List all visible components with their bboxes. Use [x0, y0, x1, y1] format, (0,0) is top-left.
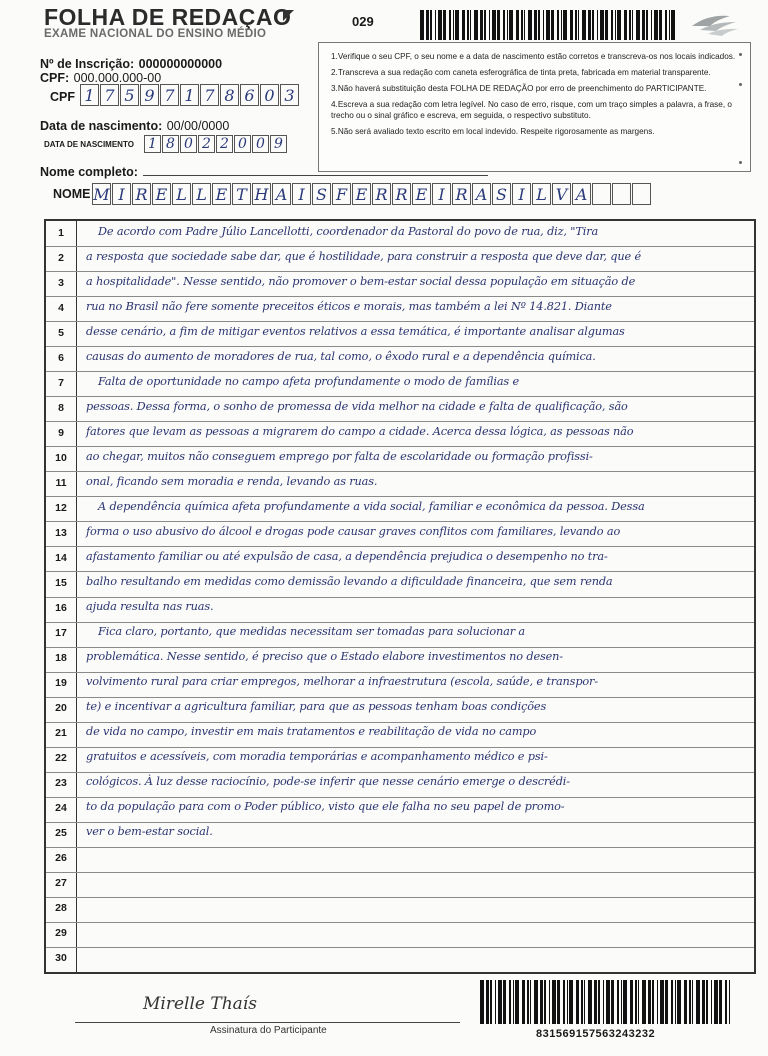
- essay-line: De acordo com Padre Júlio Lancellotti, coordenador da Pastoral do povo de rua, diz, "Tira: [98, 224, 599, 238]
- essay-line: balho resultando em medidas como demissão levando a dificuldade financeira, que sem renda: [86, 574, 613, 588]
- barcode-bar: [490, 980, 492, 1024]
- signature-line: [75, 1022, 460, 1023]
- barcode-bar: [467, 10, 469, 40]
- birth-box-label: DATA DE NASCIMENTO: [44, 140, 134, 149]
- essay-line: Falta de oportunidade no campo afeta profundamente o modo de famílias e: [98, 374, 520, 388]
- enem-logo-icon: [690, 12, 740, 38]
- line-number: 2: [58, 251, 64, 264]
- barcode-bar: [648, 980, 651, 1024]
- barcode-bar: [521, 10, 523, 40]
- barcode-bar: [638, 980, 639, 1024]
- barcode-bar: [600, 10, 604, 40]
- barcode-bar: [497, 10, 500, 40]
- barcode-bar: [557, 10, 559, 40]
- barcode-bar: [692, 980, 693, 1024]
- inscricao-label: Nº de Inscrição:: [40, 57, 135, 71]
- barcode-bar: [474, 10, 478, 40]
- line-number: 11: [55, 476, 67, 489]
- line-number: 29: [55, 927, 67, 940]
- barcode-bar: [588, 980, 592, 1024]
- birth-digit-boxes[interactable]: [144, 135, 288, 153]
- barcode-bar: [611, 980, 614, 1024]
- ruled-line: [46, 722, 754, 723]
- line-number: 18: [55, 652, 67, 665]
- line-number: 20: [55, 702, 67, 715]
- name-letter-box[interactable]: L: [192, 183, 211, 205]
- birth-digit-box[interactable]: 2: [198, 135, 215, 153]
- barcode-bar: [420, 10, 424, 40]
- ruled-line: [46, 521, 754, 522]
- page-number: 029: [352, 14, 374, 29]
- barcode-bar: [438, 10, 442, 40]
- essay-line: te) e incentivar a agricultura familiar, para que as pessoas tenham boas condições: [86, 700, 547, 714]
- line-number: 30: [55, 952, 67, 965]
- barcode-bar: [480, 980, 484, 1024]
- line-number: 9: [58, 426, 64, 439]
- name-letter-box[interactable]: [612, 183, 631, 205]
- ruled-line: [46, 647, 754, 648]
- barcode-bar: [455, 10, 459, 40]
- barcode-bar: [684, 980, 687, 1024]
- birth-digit-box[interactable]: 2: [216, 135, 233, 153]
- ruled-line: [46, 446, 754, 447]
- barcode-bar: [507, 10, 508, 40]
- barcode-bar: [646, 10, 648, 40]
- barcode-bar: [503, 10, 505, 40]
- essay-line: ver o bem-estar social.: [86, 825, 213, 839]
- ruled-line: [46, 271, 754, 272]
- corner-dot-icon: [739, 161, 742, 164]
- barcode-bar: [630, 980, 633, 1024]
- essay-line: to da população para com o Poder público, visto que ele falha no seu papel de promo-: [86, 800, 565, 814]
- barcode-bar: [654, 10, 658, 40]
- ruled-line: [46, 772, 754, 773]
- line-number: 25: [55, 827, 67, 840]
- barcode-bar: [549, 980, 550, 1024]
- barcode-bar: [696, 980, 700, 1024]
- essay-line: pessoas. Dessa forma, o sonho de promessa de vida melhor na cidade e falta de qualificação, são: [86, 399, 628, 413]
- cpf-digit-box[interactable]: 7: [100, 84, 119, 106]
- barcode-bar: [669, 10, 670, 40]
- name-letter-box[interactable]: I: [512, 183, 531, 205]
- cpf-digit-box[interactable]: 8: [220, 84, 239, 106]
- form-subtitle: EXAME NACIONAL DO ENSINO MÉDIO: [44, 28, 267, 40]
- ruled-line: [46, 797, 754, 798]
- birth-digit-box[interactable]: 0: [252, 135, 269, 153]
- barcode-bar: [443, 10, 446, 40]
- barcode-bar: [503, 980, 506, 1024]
- barcode-bar: [522, 980, 525, 1024]
- line-number: 13: [55, 526, 67, 539]
- barcode-bar: [711, 980, 712, 1024]
- barcode-bar: [515, 980, 519, 1024]
- barcode-bar: [552, 980, 556, 1024]
- instructions-box: [318, 42, 751, 172]
- ruled-line: [46, 396, 754, 397]
- barcode-bar: [629, 10, 631, 40]
- name-letter-box[interactable]: H: [252, 183, 271, 205]
- corner-arrow-icon: [283, 10, 294, 21]
- barcode-bar: [606, 980, 610, 1024]
- barcode-bar: [498, 980, 502, 1024]
- barcode-bar: [642, 10, 645, 40]
- birth-label: Data de nascimento:: [40, 119, 163, 133]
- barcode-bar: [636, 10, 640, 40]
- essay-line: rua no Brasil não fere somente preceitos éticos e morais, mas também a lei Nº 14.821. Diante: [86, 299, 612, 313]
- barcode-bar: [426, 10, 429, 40]
- barcode-bar: [528, 10, 532, 40]
- barcode-bar: [642, 980, 646, 1024]
- ruled-line: [46, 622, 754, 623]
- name-box-label: NOME: [53, 187, 91, 201]
- line-number: 3: [58, 276, 64, 289]
- barcode-bar: [624, 10, 627, 40]
- essay-line: a hospitalidade". Nesse sentido, não promover o bem-estar social dessa população em situação de: [86, 274, 636, 288]
- name-letter-box[interactable]: F: [332, 183, 351, 205]
- ruled-line: [46, 697, 754, 698]
- barcode-bar: [575, 10, 577, 40]
- barcode-bar: [584, 980, 585, 1024]
- line-number: 6: [58, 351, 64, 364]
- instruction-item: 5.Não será avaliado texto escrito em local indevido. Respeite rigorosamente as margens.: [331, 127, 655, 136]
- barcode-bar: [689, 980, 691, 1024]
- cpf-digit-box[interactable]: 6: [240, 84, 259, 106]
- barcode-bar: [635, 980, 637, 1024]
- barcode-bar: [623, 980, 627, 1024]
- barcode-bar: [592, 10, 594, 40]
- ruled-line: [46, 822, 754, 823]
- barcode-bar: [582, 10, 586, 40]
- ruled-line: [46, 847, 754, 848]
- name-letter-box[interactable]: L: [172, 183, 191, 205]
- instruction-item: 3.Não haverá substituição desta FOLHA DE REDAÇÃO por erro de preenchimento do PARTICIPANTE.: [331, 84, 707, 93]
- name-letter-box[interactable]: S: [312, 183, 331, 205]
- barcode-bar: [725, 980, 727, 1024]
- barcode-bar: [615, 10, 616, 40]
- barcode-bar: [462, 10, 465, 40]
- inscricao-value: 000000000000: [138, 57, 223, 71]
- line-number: 16: [55, 602, 67, 615]
- barcode-bar: [671, 980, 673, 1024]
- cpf-digit-box[interactable]: 9: [140, 84, 159, 106]
- barcode-bar: [557, 980, 560, 1024]
- ruled-line: [46, 947, 754, 948]
- essay-line: onal, ficando sem moradia e renda, levando as ruas.: [86, 474, 378, 488]
- name-underline: [143, 175, 488, 176]
- name-letter-boxes[interactable]: [92, 183, 652, 205]
- barcode-bar: [677, 980, 681, 1024]
- cpf-digit-box[interactable]: 1: [180, 84, 199, 106]
- essay-line: fatores que levam as pessoas a migrarem do campo a cidade. Acerca dessa lógica, as pessoas não: [86, 424, 634, 438]
- line-number: 15: [55, 576, 67, 589]
- barcode-bar: [563, 10, 567, 40]
- barcode-bar: [524, 10, 525, 40]
- ruled-line: [46, 296, 754, 297]
- form-title: FOLHA DE REDAÇAO: [44, 4, 292, 30]
- barcode-bar: [516, 10, 519, 40]
- name-letter-box[interactable]: R: [392, 183, 411, 205]
- line-number: 19: [55, 677, 67, 690]
- barcode-bar: [534, 10, 537, 40]
- cpf-digit-box[interactable]: 5: [120, 84, 139, 106]
- name-letter-box[interactable]: [632, 183, 651, 205]
- cpf-label: CPF:: [40, 71, 70, 85]
- barcode-bar: [480, 10, 483, 40]
- essay-line: problemática. Nesse sentido, é preciso que o Estado elabore investimentos no desen-: [86, 650, 563, 664]
- name-letter-box[interactable]: I: [292, 183, 311, 205]
- barcode-bar: [540, 980, 543, 1024]
- cpf-value: 000.000.000-00: [73, 71, 162, 85]
- barcode-bar: [509, 980, 511, 1024]
- ruled-line: [46, 897, 754, 898]
- line-number: 24: [55, 802, 67, 815]
- line-number: 22: [55, 752, 67, 765]
- barcode-bar: [578, 10, 579, 40]
- barcode-bar: [617, 980, 619, 1024]
- barcode-bar: [675, 980, 676, 1024]
- name-letter-box[interactable]: R: [452, 183, 471, 205]
- name-letter-box[interactable]: E: [412, 183, 431, 205]
- barcode-bar: [605, 10, 608, 40]
- instruction-item: 1.Verifique o seu CPF, o seu nome e a data de nascimento estão corretos e transcreva-os nos locais indicados.: [331, 52, 736, 61]
- barcode-bar: [538, 10, 540, 40]
- line-number: 10: [55, 451, 67, 464]
- name-letter-box[interactable]: S: [492, 183, 511, 205]
- barcode-bar: [598, 980, 600, 1024]
- barcode-bar: [453, 10, 454, 40]
- barcode-bar: [714, 980, 718, 1024]
- ruled-line: [46, 872, 754, 873]
- top-barcode: [420, 10, 678, 40]
- ruled-line: [46, 371, 754, 372]
- barcode-bar: [588, 10, 591, 40]
- essay-line: desse cenário, a fim de mitigar eventos relativos a essa temática, é importante analisar algumas: [86, 324, 625, 338]
- barcode-bar: [706, 980, 708, 1024]
- birth-value: 00/00/0000: [166, 119, 230, 133]
- birth-digit-box[interactable]: 0: [234, 135, 251, 153]
- ruled-line: [46, 321, 754, 322]
- line-number: 27: [55, 877, 67, 890]
- essay-line: gratuitos e acessíveis, com moradia temporárias e acompanhamento médico e psi-: [86, 750, 548, 764]
- ruled-line: [46, 471, 754, 472]
- name-letter-box[interactable]: R: [132, 183, 151, 205]
- line-number: 7: [58, 376, 64, 389]
- birth-digit-box[interactable]: 8: [162, 135, 179, 153]
- barcode-bar: [486, 980, 489, 1024]
- essay-line: de vida no campo, investir em mais tratamentos e reabilitação de vida no campo: [86, 725, 537, 739]
- ruled-line: [46, 246, 754, 247]
- barcode-bar: [657, 980, 658, 1024]
- line-number: 1: [58, 226, 64, 239]
- barcode-bar: [544, 980, 546, 1024]
- barcode-bar: [665, 980, 668, 1024]
- barcode-bar: [597, 10, 598, 40]
- line-number: 5: [58, 326, 64, 339]
- barcode-bar: [489, 10, 490, 40]
- ruled-line: [46, 672, 754, 673]
- barcode-bar: [561, 10, 562, 40]
- barcode-bar: [513, 980, 514, 1024]
- name-letter-box[interactable]: [592, 183, 611, 205]
- name-letter-box[interactable]: T: [232, 183, 251, 205]
- line-number: 8: [58, 401, 64, 414]
- barcode-bar: [659, 10, 662, 40]
- barcode-bar: [527, 980, 529, 1024]
- name-label: Nome completo:: [40, 165, 138, 179]
- line-number: 28: [55, 902, 67, 915]
- essay-area[interactable]: [44, 219, 756, 974]
- essay-line: causas do aumento de moradores de rua, tal como, o êxodo rural e a dependência química.: [86, 349, 596, 363]
- name-letter-box[interactable]: M: [93, 185, 110, 204]
- ruled-line: [46, 496, 754, 497]
- essay-line: a resposta que sociedade sabe dar, que é hostilidade, para construir a resposta que deve dar, que é: [86, 249, 642, 263]
- barcode-bar: [621, 980, 622, 1024]
- barcode-bar: [594, 980, 597, 1024]
- ruled-line: [46, 597, 754, 598]
- barcode-bar: [581, 980, 583, 1024]
- barcode-bar: [729, 980, 730, 1024]
- name-letter-box[interactable]: V: [552, 183, 571, 205]
- name-letter-box[interactable]: I: [432, 183, 451, 205]
- essay-line: Fica claro, portanto, que medidas necessitam ser tomadas para solucionar a: [98, 625, 525, 639]
- name-letter-box[interactable]: E: [352, 183, 371, 205]
- barcode-bar: [449, 10, 451, 40]
- barcode-bar: [563, 980, 565, 1024]
- essay-line: afastamento familiar ou até expulsão de casa, a dependência prejudica o desempenho no tra-: [86, 549, 608, 563]
- cpf-digit-box[interactable]: 3: [280, 84, 299, 106]
- birth-digit-box[interactable]: 1: [144, 135, 161, 153]
- barcode-bar: [534, 980, 538, 1024]
- cpf-digit-box[interactable]: 1: [80, 84, 99, 106]
- line-number: 26: [55, 852, 67, 865]
- name-letter-box[interactable]: A: [272, 183, 291, 205]
- line-number: 23: [55, 777, 67, 790]
- ruled-line: [46, 421, 754, 422]
- corner-dot-icon: [739, 53, 742, 56]
- essay-line: A dependência química afeta profundamente a vida social, familiar e econômica da pessoa. Dessa: [98, 499, 645, 513]
- name-letter-box[interactable]: A: [472, 183, 491, 205]
- barcode-number: 831569157563243232: [536, 1028, 656, 1040]
- signature-label: Assinatura do Participante: [210, 1025, 327, 1036]
- line-number: 12: [55, 501, 67, 514]
- essay-line: ajuda resulta nas ruas.: [86, 600, 214, 614]
- ruled-line: [46, 747, 754, 748]
- ruled-line: [46, 571, 754, 572]
- barcode-bar: [719, 980, 722, 1024]
- barcode-bar: [660, 980, 664, 1024]
- barcode-bar: [702, 980, 705, 1024]
- line-number: 14: [55, 551, 67, 564]
- barcode-bar: [652, 980, 654, 1024]
- barcode-bar: [543, 10, 544, 40]
- line-number: 17: [55, 627, 67, 640]
- corner-dot-icon: [739, 83, 742, 86]
- cpf-box-label: CPF: [50, 90, 75, 104]
- cpf-digit-boxes[interactable]: [80, 84, 300, 106]
- birth-digit-box[interactable]: 9: [270, 135, 287, 153]
- barcode-bar: [617, 10, 621, 40]
- instruction-item: 4.Escreva a sua redação com letra legível. No caso de erro, risque, com um traço simples a palavra, a frase, o trecho ou o sinal gráfico e escreva, em seguida, o respectivo substituto.: [331, 100, 732, 120]
- barcode-bar: [576, 980, 579, 1024]
- ruled-line: [46, 346, 754, 347]
- ruled-line: [46, 546, 754, 547]
- line-number: 21: [55, 727, 67, 740]
- barcode-bar: [569, 980, 573, 1024]
- barcode-bar: [530, 980, 531, 1024]
- line-number: 4: [58, 301, 64, 314]
- barcode-bar: [435, 10, 436, 40]
- barcode-bar: [492, 10, 496, 40]
- essay-line: cológicos. À luz desse raciocínio, pode-se inferir que nesse cenário emerge o descrédi-: [86, 775, 570, 789]
- birth-digit-box[interactable]: 0: [180, 135, 197, 153]
- cpf-digit-box[interactable]: 7: [200, 84, 219, 106]
- barcode-bar: [495, 980, 496, 1024]
- participant-signature: Mirelle Thaís: [143, 994, 257, 1014]
- barcode-bar: [570, 10, 573, 40]
- name-letter-box[interactable]: A: [572, 183, 591, 205]
- essay-line: volvimento rural para criar empregos, melhorar a infraestrutura (escola, saúde, e transpor-: [86, 675, 598, 689]
- barcode-bar: [430, 10, 432, 40]
- ruled-line: [46, 922, 754, 923]
- essay-line: ao chegar, muitos não conseguem emprego por falta de escolaridade ou formação profissi-: [86, 449, 593, 463]
- name-letter-box[interactable]: E: [212, 183, 231, 205]
- barcode-bar: [632, 10, 633, 40]
- cpf-digit-box[interactable]: 7: [160, 84, 179, 106]
- barcode-bar: [567, 980, 568, 1024]
- barcode-bar: [611, 10, 613, 40]
- barcode-bar: [671, 10, 675, 40]
- barcode-bar: [551, 10, 554, 40]
- barcode-bar: [470, 10, 471, 40]
- name-letter-box[interactable]: I: [112, 183, 131, 205]
- bottom-barcode: [480, 980, 732, 1024]
- instruction-item: 2.Transcreva a sua redação com caneta esferográfica de tinta preta, fabricada em material transparente.: [331, 68, 711, 77]
- cpf-digit-box[interactable]: 0: [260, 84, 279, 106]
- barcode-bar: [651, 10, 652, 40]
- name-letter-box[interactable]: E: [152, 183, 171, 205]
- barcode-bar: [509, 10, 513, 40]
- barcode-bar: [665, 10, 667, 40]
- name-letter-box[interactable]: R: [372, 183, 391, 205]
- barcode-bar: [603, 980, 604, 1024]
- barcode-bar: [484, 10, 486, 40]
- barcode-bar: [546, 10, 550, 40]
- name-letter-box[interactable]: L: [532, 183, 551, 205]
- birth-field: [40, 117, 229, 135]
- essay-line: forma o uso abusivo do álcool e drogas pode causar graves conflitos com familiares, levando ao: [86, 524, 621, 538]
